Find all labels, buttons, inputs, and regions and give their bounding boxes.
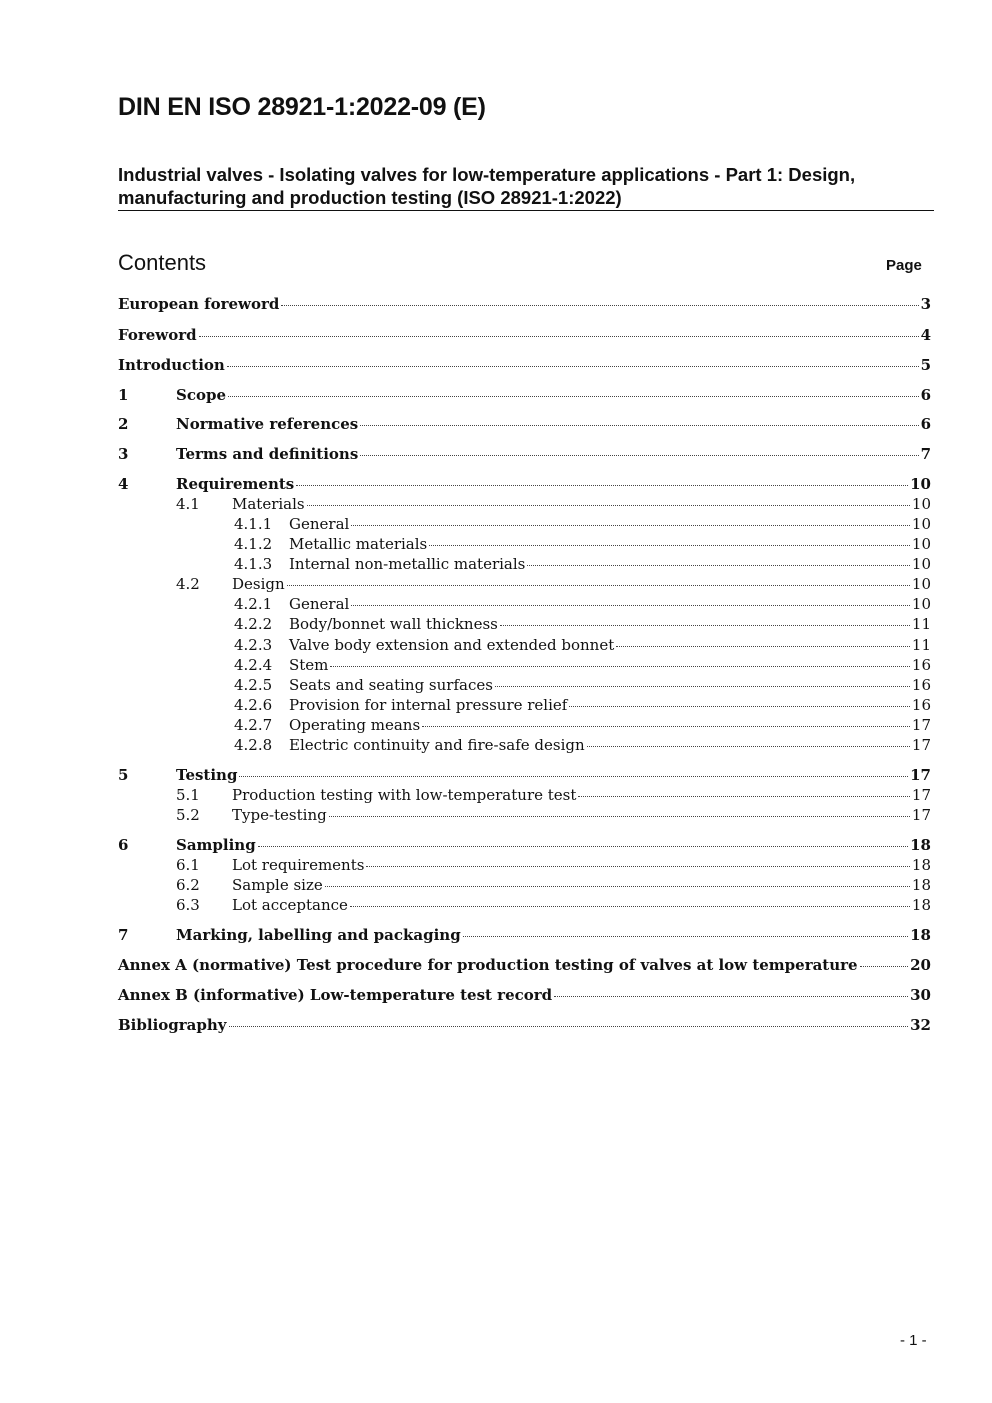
toc-dot-leader bbox=[281, 305, 918, 306]
toc-dot-leader bbox=[325, 886, 910, 887]
toc-entry-page: 7 bbox=[920, 445, 931, 463]
toc-entry-page: 17 bbox=[911, 786, 931, 804]
toc-entry-page: 6 bbox=[920, 415, 931, 433]
toc-entry-page: 18 bbox=[910, 836, 931, 854]
toc-entry-page: 4 bbox=[920, 326, 931, 344]
toc-entry-title: Foreword bbox=[118, 326, 197, 344]
toc-entry[interactable] bbox=[118, 716, 931, 736]
toc-entry[interactable] bbox=[118, 876, 931, 896]
toc-dot-leader bbox=[500, 625, 910, 626]
toc-entry-page: 5 bbox=[920, 356, 931, 374]
toc-dot-leader bbox=[227, 366, 919, 367]
toc-entry-number: 4.2.2 bbox=[234, 615, 273, 633]
page-column-heading: Page bbox=[886, 257, 922, 274]
toc-entry-number: 4.1.1 bbox=[234, 515, 273, 533]
toc-entry-number: 4.2.6 bbox=[234, 696, 273, 714]
toc-entry[interactable] bbox=[118, 595, 931, 615]
toc-entry-title: Testing bbox=[176, 766, 238, 784]
toc-dot-leader bbox=[527, 565, 910, 566]
toc-entry-title: Operating means bbox=[289, 716, 421, 734]
toc-entry-title: Annex B (informative) Low-temperature test record bbox=[118, 986, 553, 1004]
toc-entry-number: 6 bbox=[118, 836, 129, 854]
toc-entry[interactable] bbox=[118, 575, 931, 595]
toc-entry-page: 10 bbox=[911, 495, 931, 513]
toc-entry[interactable] bbox=[118, 836, 931, 856]
toc-entry[interactable] bbox=[118, 896, 931, 916]
toc-entry-page: 17 bbox=[911, 806, 931, 824]
toc-entry[interactable] bbox=[118, 445, 931, 465]
document-subtitle: Industrial valves - Isolating valves for low-temperature applications - Part 1: Design, manufacturing and production testing (ISO 28921-1:2022) bbox=[118, 164, 856, 208]
toc-dot-leader bbox=[329, 816, 910, 817]
toc-entry-title: Provision for internal pressure relief bbox=[289, 696, 568, 714]
toc-dot-leader bbox=[229, 1026, 909, 1027]
document-title: DIN EN ISO 28921-1:2022-09 (E) bbox=[118, 93, 486, 121]
toc-entry-number: 4.2.7 bbox=[234, 716, 273, 734]
toc-entry-title: Seats and seating surfaces bbox=[289, 676, 493, 694]
toc-entry[interactable] bbox=[118, 386, 931, 406]
toc-entry-page: 10 bbox=[910, 475, 931, 493]
toc-dot-leader bbox=[860, 966, 909, 967]
toc-entry-number: 4.2.5 bbox=[234, 676, 273, 694]
toc-entry-title: Materials bbox=[232, 495, 305, 513]
toc-entry-page: 3 bbox=[920, 295, 931, 313]
toc-entry-title: European foreword bbox=[118, 295, 280, 313]
toc-entry-page: 10 bbox=[911, 595, 931, 613]
toc-dot-leader bbox=[350, 906, 910, 907]
toc-dot-leader bbox=[351, 605, 910, 606]
toc-entry-title: Metallic materials bbox=[289, 535, 428, 553]
toc-entry[interactable] bbox=[118, 555, 931, 575]
toc-dot-leader bbox=[616, 646, 910, 647]
toc-entry-page: 17 bbox=[910, 766, 931, 784]
toc-entry-title: Terms and definitions bbox=[176, 445, 359, 463]
toc-entry-number: 5.1 bbox=[176, 786, 200, 804]
toc-entry-page: 16 bbox=[911, 676, 931, 694]
toc-dot-leader bbox=[199, 336, 919, 337]
contents-heading: Contents bbox=[118, 250, 207, 275]
toc-entry[interactable] bbox=[118, 676, 931, 696]
title-rule bbox=[118, 210, 934, 211]
toc-entry-page: 18 bbox=[911, 896, 931, 914]
toc-entry[interactable] bbox=[118, 1016, 931, 1036]
toc-entry-number: 4.2.3 bbox=[234, 636, 273, 654]
toc-entry-page: 16 bbox=[911, 696, 931, 714]
toc-entry-number: 7 bbox=[118, 926, 129, 944]
toc-entry-page: 32 bbox=[910, 1016, 931, 1034]
toc-entry-title: Lot requirements bbox=[232, 856, 365, 874]
toc-dot-leader bbox=[351, 525, 910, 526]
toc-entry-number: 4.1 bbox=[176, 495, 200, 513]
toc-entry[interactable] bbox=[118, 515, 931, 535]
toc-entry[interactable] bbox=[118, 326, 931, 346]
toc-dot-leader bbox=[554, 996, 908, 997]
toc-entry[interactable] bbox=[118, 786, 931, 806]
toc-entry-title: General bbox=[289, 515, 350, 533]
toc-dot-leader bbox=[429, 545, 910, 546]
toc-entry-page: 18 bbox=[910, 926, 931, 944]
toc-entry-page: 20 bbox=[910, 956, 931, 974]
toc-entry-number: 4 bbox=[118, 475, 129, 493]
toc-entry-number: 4.2.8 bbox=[234, 736, 273, 754]
toc-entry[interactable] bbox=[118, 956, 931, 976]
toc-entry-title: Lot acceptance bbox=[232, 896, 348, 914]
toc-dot-leader bbox=[495, 686, 910, 687]
toc-dot-leader bbox=[578, 796, 910, 797]
toc-entry-title: Sample size bbox=[232, 876, 323, 894]
toc-entry-page: 16 bbox=[911, 656, 931, 674]
toc-entry-page: 10 bbox=[911, 555, 931, 573]
toc-entry-number: 4.2 bbox=[176, 575, 200, 593]
toc-dot-leader bbox=[258, 846, 908, 847]
toc-entry[interactable] bbox=[118, 696, 931, 716]
toc-entry-title: Production testing with low-temperature test bbox=[232, 786, 577, 804]
toc-entry-page: 6 bbox=[920, 386, 931, 404]
toc-entry-number: 4.1.2 bbox=[234, 535, 273, 553]
toc-dot-leader bbox=[228, 396, 919, 397]
toc-entry-page: 18 bbox=[911, 856, 931, 874]
toc-entry-title: Requirements bbox=[176, 475, 295, 493]
toc-entry-title: Marking, labelling and packaging bbox=[176, 926, 461, 944]
toc-entry[interactable] bbox=[118, 475, 931, 495]
toc-entry-number: 2 bbox=[118, 415, 129, 433]
toc-entry[interactable] bbox=[118, 766, 931, 786]
toc-entry[interactable] bbox=[118, 415, 931, 435]
toc-entry-title: Stem bbox=[289, 656, 329, 674]
toc-entry-title: Normative references bbox=[176, 415, 359, 433]
toc-entry[interactable] bbox=[118, 986, 931, 1006]
toc-entry-number: 6.1 bbox=[176, 856, 200, 874]
toc-entry-page: 10 bbox=[911, 535, 931, 553]
toc-entry-number: 1 bbox=[118, 386, 129, 404]
toc-dot-leader bbox=[366, 866, 909, 867]
toc-entry-title: Introduction bbox=[118, 356, 225, 374]
toc-entry-page: 17 bbox=[911, 716, 931, 734]
toc-entry-title: Bibliography bbox=[118, 1016, 227, 1034]
toc-entry[interactable] bbox=[118, 856, 931, 876]
toc-entry[interactable] bbox=[118, 806, 931, 826]
toc-entry-number: 4.1.3 bbox=[234, 555, 273, 573]
toc-entry-page: 11 bbox=[911, 636, 931, 654]
toc-dot-leader bbox=[360, 425, 918, 426]
page-number: - 1 - bbox=[900, 1332, 927, 1349]
toc-entry-page: 11 bbox=[911, 615, 931, 633]
toc-entry-number: 6.2 bbox=[176, 876, 200, 894]
toc-entry-number: 5.2 bbox=[176, 806, 200, 824]
toc-entry[interactable] bbox=[118, 656, 931, 676]
toc-dot-leader bbox=[422, 726, 910, 727]
toc-dot-leader bbox=[330, 666, 910, 667]
toc-entry-title: Valve body extension and extended bonnet bbox=[289, 636, 615, 654]
toc-entry[interactable] bbox=[118, 495, 931, 515]
toc-entry[interactable] bbox=[118, 295, 931, 315]
toc-dot-leader bbox=[463, 936, 908, 937]
toc-entry-title: Annex A (normative) Test procedure for production testing of valves at low temperature bbox=[118, 956, 858, 974]
toc-dot-leader bbox=[287, 585, 910, 586]
toc-dot-leader bbox=[307, 505, 910, 506]
toc-dot-leader bbox=[587, 746, 910, 747]
toc-dot-leader bbox=[360, 455, 918, 456]
toc-entry-number: 3 bbox=[118, 445, 129, 463]
toc-entry-title: Scope bbox=[176, 386, 227, 404]
toc-dot-leader bbox=[569, 706, 910, 707]
toc-entry[interactable] bbox=[118, 356, 931, 376]
toc-entry-title: Internal non-metallic materials bbox=[289, 555, 526, 573]
toc-entry-number: 4.2.4 bbox=[234, 656, 273, 674]
toc-entry[interactable] bbox=[118, 636, 931, 656]
toc-entry-page: 10 bbox=[911, 515, 931, 533]
toc-entry-page: 10 bbox=[911, 575, 931, 593]
toc-dot-leader bbox=[296, 485, 908, 486]
toc-entry-title: Sampling bbox=[176, 836, 256, 854]
toc-entry-number: 4.2.1 bbox=[234, 595, 273, 613]
toc-entry-title: Type-testing bbox=[232, 806, 327, 824]
toc-entry-number: 5 bbox=[118, 766, 129, 784]
toc-entry-page: 18 bbox=[911, 876, 931, 894]
toc-entry-title: Design bbox=[232, 575, 285, 593]
toc-entry-title: Electric continuity and fire-safe design bbox=[289, 736, 585, 754]
toc-entry-number: 6.3 bbox=[176, 896, 200, 914]
toc-entry-page: 17 bbox=[911, 736, 931, 754]
toc-entry[interactable] bbox=[118, 615, 931, 635]
toc-entry-page: 30 bbox=[910, 986, 931, 1004]
toc-entry[interactable] bbox=[118, 535, 931, 555]
toc-dot-leader bbox=[239, 776, 908, 777]
toc-entry-title: Body/bonnet wall thickness bbox=[289, 615, 498, 633]
toc-entry-title: General bbox=[289, 595, 350, 613]
toc-entry[interactable] bbox=[118, 926, 931, 946]
toc-entry[interactable] bbox=[118, 736, 931, 756]
